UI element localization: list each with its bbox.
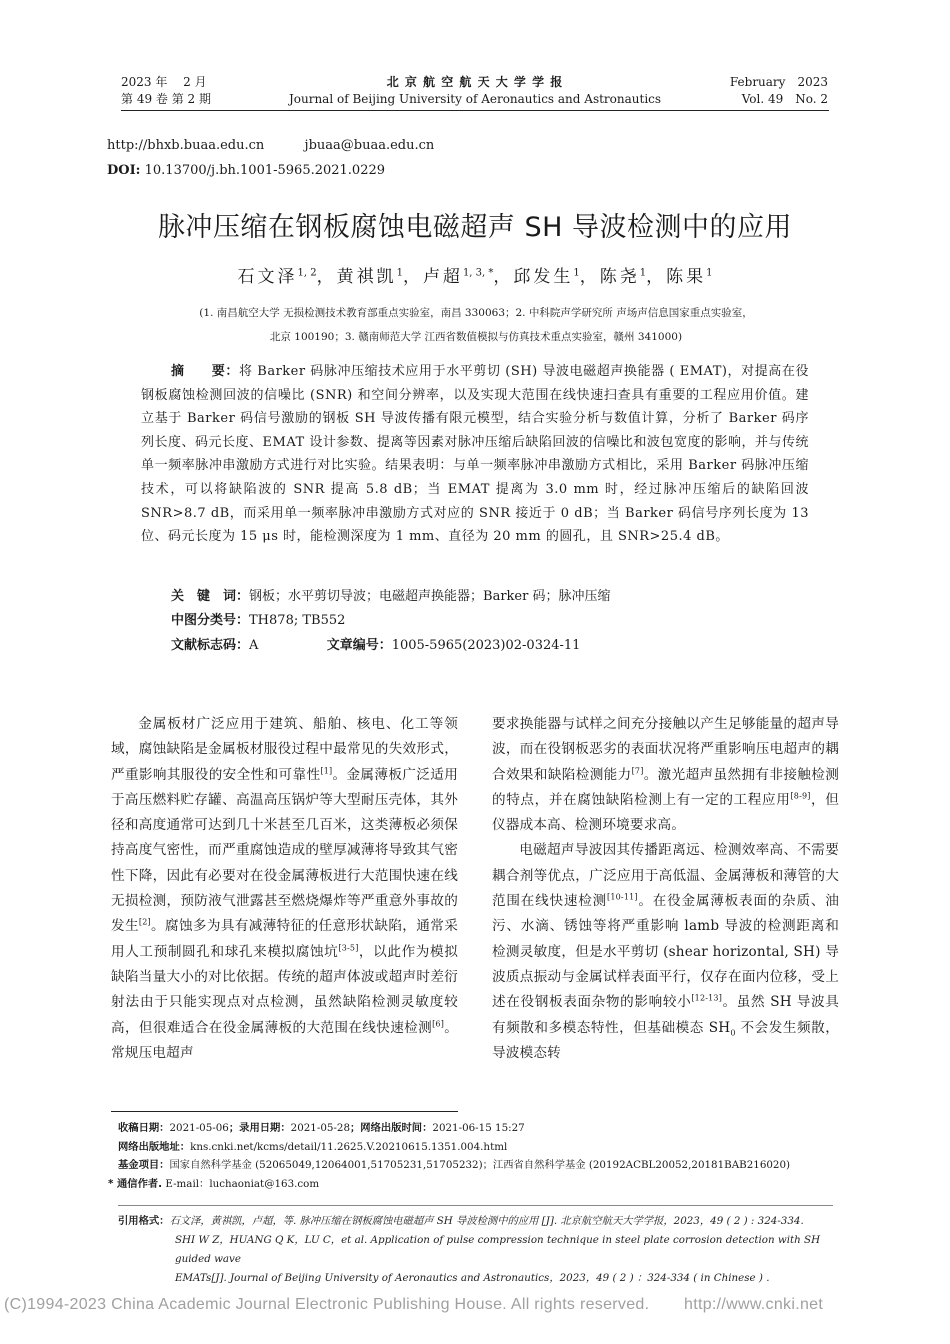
citation-format: 引用格式：石文泽，黄祺凯，卢超，等. 脉冲压缩在钢板腐蚀电磁超声 SH 导波检测中的应用 [J]. 北京航空航天大学学报，2023，49 ( 2 ) : 324-334. SHI W Z，HUANG Q K，LU C，et al. Application of pulse compression technique in steel plate corrosion detection with SH guided wave EMATs[J]. Journal of Beijing University of Aeronautics and Astronautics，2023，49 ( 2 ) ：324-334 ( in Chinese ) . (118, 1215, 821, 1284)
reference-link[interactable]: [1] (320, 766, 333, 776)
clc-number: 中图分类号：TH878; TB552 (171, 613, 346, 628)
footnote-online-url: 网络出版地址：kns.cnki.net/kcms/detail/11.2625.V.20210615.1351.004.html (118, 1140, 508, 1153)
author-name: 陈尧 (599, 267, 640, 287)
author-name: 卢超 (422, 267, 463, 287)
footnote-rule (111, 1111, 458, 1112)
body-column-left (111, 712, 458, 1061)
online-url-link[interactable]: kns.cnki.net/kcms/detail/11.2625.V.20210615.1351.004.html (190, 1140, 508, 1153)
author-separator: ， (579, 267, 600, 287)
header-journal-name: 北 京 航 空 航 天 大 学 学 报 Journal of Beijing University of Aeronautics and Astronautics (288, 75, 662, 106)
journal-url-line (107, 138, 434, 153)
reference-link[interactable]: [6] (432, 1019, 445, 1029)
footnote-dates: 收稿日期：2021-05-06；录用日期：2021-05-28；网络出版时间：2021-06-15 15:27 (118, 1122, 525, 1134)
abstract-text: 将 Barker 码脉冲压缩技术应用于水平剪切 (SH) 导波电磁超声换能器 ( EMAT)，对提高在役钢板腐蚀检测回波的信噪比 (SNR) 和空间分辨率，以及实现大范围在线快速扫查具有重要的工程应用价值。建立基于 Barker 码信号激励的钢板 SH 导波传播有限元模型，结合实验分析与数值计算，分析了 Barker 码序列长度、码元长度、EMAT 设计参数、提离等因素对脉冲压缩后缺陷回波的信噪比和波包宽度的影响，并与传统单一频率脉冲串激励方式进行对比实验。结果表明：与单一频率脉冲串激励方式相比，采用 Barker 码脉冲压缩技术，可以将缺陷波的 SNR 提高 5.8 dB；当 EMAT 提离为 3.0 mm 时，经过脉冲压缩后的缺陷回波 SNR>8.7 dB，而采用单一频率脉冲串激励方式对应的 SNR 接近于 0 dB；当 Barker 码信号序列长度为 13 位、码元长度为 15 μs 时，能检测深度为 1 mm、直径为 20 mm 的圆孔，且 SNR>25.4 dB。 (141, 364, 809, 545)
author-affiliation-mark: 1, 3, * (462, 267, 494, 279)
cnki-watermark: (C)1994-2023 China Academic Journal Electronic Publishing House. All rights reserved. (4, 1296, 650, 1313)
author-affiliation-mark: 1 (396, 267, 403, 279)
author-separator: ， (316, 267, 337, 287)
footnote-correspondence: * 通信作者. E-mail：luchaoniat@163.com (108, 1177, 320, 1190)
abstract (141, 360, 809, 549)
author-affiliation-mark: 1 (573, 267, 580, 279)
reference-link[interactable]: [8-9] (790, 791, 811, 801)
author-name: 石文泽 (237, 267, 298, 287)
keywords: 关 键 词：钢板；水平剪切导波；电磁超声换能器；Barker 码；脉冲压缩 (171, 589, 611, 604)
affiliations: (1. 南昌航空大学 无损检测技术教育部重点实验室，南昌 330063；2. 中科院声学研究所 声场声信息国家重点实验室， 北京 100190；3. 赣南师范大学 江西省数值模拟与仿真技术重点实验室，赣州 341000) (199, 307, 753, 343)
journal-url[interactable]: http://bhxb.buaa.edu.cn (107, 138, 265, 153)
header-volume: February 2023 Vol. 49 No. 2 (729, 75, 828, 106)
citation-rule (118, 1205, 833, 1206)
document-codes: 文献标志码：A 文章编号：1005-5965(2023)02-0324-11 (171, 638, 581, 653)
author-affiliation-mark: 1 (639, 267, 647, 279)
author-name: 黄祺凯 (336, 267, 397, 287)
author-name: 陈果 (666, 267, 707, 287)
body-column-right (492, 712, 840, 1061)
paragraph: 电磁超声导波因其传播距离远、检测效率高、不需要耦合剂等优点，广泛应用于高低温、金属薄板和薄管的大范围在线快速检测[10-11]。在役金属薄板表面的杂质、油污、水滴、锈蚀等将严重影响 lamb 导波的检测距离和检测灵敏度，但是水平剪切 (shear horizontal, SH) 导波质点振动与金属试样表面平行，仅存在面内位移，受上述在役钢板表面杂物的影响较小[12-13]。虽然 SH 导波具有频散和多模态特性，但基础模态 $SH_0$ 不会发生频散，导波模态转 (492, 842, 840, 1061)
reference-link[interactable]: [3-5] (338, 943, 359, 953)
reference-link[interactable]: [10-11] (607, 892, 638, 902)
author-separator: ， (402, 267, 423, 287)
cnki-url-watermark[interactable]: http://www.cnki.net (684, 1296, 824, 1313)
author-separator: ， (646, 267, 667, 287)
doi[interactable]: 10.13700/j.bh.1001-5965.2021.0229 (144, 163, 386, 178)
correspondence-email[interactable]: E-mail：luchaoniat@163.com (165, 1177, 320, 1190)
journal-email[interactable]: jbuaa@buaa.edu.cn (304, 138, 435, 153)
reference-link[interactable]: [2] (138, 917, 151, 927)
author-affiliation-mark: 1, 2 (297, 267, 317, 279)
footnote-funding: 基金项目：国家自然科学基金 (52065049,12064001,51705231,51705232)；江西省自然科学基金 (20192ACBL20052,20181BAB216020) (118, 1159, 791, 1171)
footnotes (108, 1119, 833, 1193)
page-title: 脉冲压缩在钢板腐蚀电磁超声 SH 导波检测中的应用 (157, 212, 793, 243)
abstract-label: 摘 要： (171, 364, 239, 379)
author-name: 邱发生 (513, 267, 574, 287)
reference-link[interactable]: [12-13] (691, 993, 723, 1003)
reference-link[interactable]: [7] (631, 766, 644, 776)
author-separator: ， (493, 267, 514, 287)
author-list (0, 262, 950, 287)
header-issue-date: 2023 年 2 月 第 49 卷 第 2 期 (121, 75, 211, 106)
doi-line: DOI: 10.13700/j.bh.1001-5965.2021.0229 (107, 163, 386, 178)
paragraph: 金属板材广泛应用于建筑、船舶、核电、化工等领域，腐蚀缺陷是金属板材服役过程中最常见的失效形式，严重影响其服役的安全性和可靠性[1]。金属薄板广泛适用于高压燃料贮存罐、高温高压锅炉等大型耐压壳体，其外径和高度通常可达到几十米甚至几百米，这类薄板必须保持高度气密性，而严重腐蚀造成的壁厚减薄将导致其气密性下降，因此有必要对在役金属薄板进行大范围快速在线无损检测，预防液气泄露甚至燃烧爆炸等严重意外事故的发生[2]。腐蚀多为具有减薄特征的任意形状缺陷，通常采用人工预制圆孔和球孔来模拟腐蚀坑[3-5]，以此作为模拟缺陷当量大小的对比依据。传统的超声体波或超声时差衍射法由于只能实现点对点检测，虽然缺陷检测灵敏度较高，但很难适合在役金属薄板的大范围在线快速检测[6]。常规压电超声 (111, 716, 458, 1061)
paragraph: 要求换能器与试样之间充分接触以产生足够能量的超声导波，而在役钢板恶劣的表面状况将严重影响压电超声的耦合效果和缺陷检测能力[7]。激光超声虽然拥有非接触检测的特点，并在腐蚀缺陷检测上有一定的工程应用[8-9]，但仪器成本高、检测环境要求高。 (492, 716, 840, 834)
author-affiliation-mark: 1 (706, 267, 713, 279)
header-rule (121, 110, 829, 111)
